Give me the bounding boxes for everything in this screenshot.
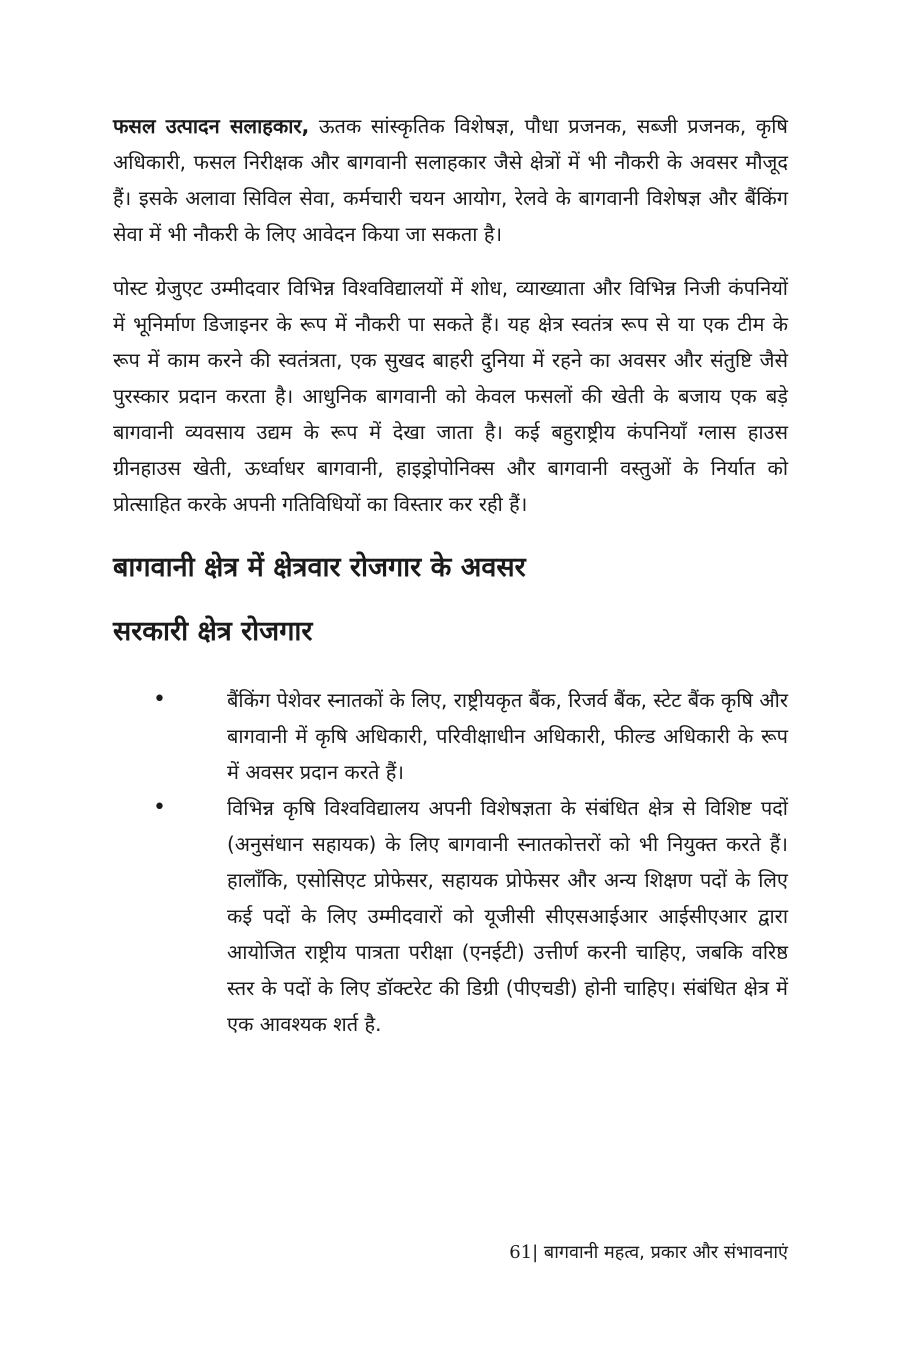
section-heading: बागवानी क्षेत्र में क्षेत्रवार रोजगार के अवसर [113,552,526,583]
footer-separator: | [532,1242,539,1263]
list-item-text: विभिन्न कृषि विश्वविद्यालय अपनी विशेषज्ञता के संबंधित क्षेत्र से विशिष्ट पदों (अनुसंधान सहायक) के लिए बागवानी स्नातकोत्तरों को भी नियुक्त करते हैं। हालाँकि, एसोसिएट प्रोफेसर, सहायक प्रोफेसर और अन्य शिक्षण पदों के लिए कई पदों के लिए उम्मीदवारों को यूजीसी सीएसआईआर आईसीएआर द्वारा आयोजित राष्ट्रीय पात्रता परीक्षा (एनईटी) उत्तीर्ण करनी चाहिए, जबकि वरिष्ठ स्तर के पदों के लिए डॉक्टरेट की डिग्री (पीएचडी) होनी चाहिए। संबंधित क्षेत्र में एक आवश्यक शर्त है. [227,796,788,1036]
list-item-text: बैंकिंग पेशेवर स्नातकों के लिए, राष्ट्रीयकृत बैंक, रिजर्व बैंक, स्टेट बैंक कृषि और बागवानी में कृषि अधिकारी, परिवीक्षाधीन अधिकारी, फील्ड अधिकारी के रूप में अवसर प्रदान करते हैं। [227,688,788,784]
paragraph-2: पोस्ट ग्रेजुएट उम्मीदवार विभिन्न विश्वविद्यालयों में शोध, व्याख्याता और विभिन्न निजी कंपनियों में भूनिर्माण डिजाइनर के रूप में नौकरी पा सकते हैं। यह क्षेत्र स्वतंत्र रूप से या एक टीम के रूप में काम करने की स्वतंत्रता, एक सुखद बाहरी दुनिया में रहने का अवसर और संतुष्टि जैसे पुरस्कार प्रदान करता है। आधुनिक बागवानी को केवल फसलों की खेती के बजाय एक बड़े बागवानी व्यवसाय उद्यम के रूप में देखा जाता है। कई बहुराष्ट्रीय कंपनियाँ ग्लास हाउस ग्रीनहाउस खेती, ऊर्ध्वाधर बागवानी, हाइड्रोपोनिक्स और बागवानी वस्तुओं के निर्यात को प्रोत्साहित करके अपनी गतिविधियों का विस्तार कर रही हैं। [113,276,788,516]
bullet-icon: • [153,687,166,712]
list-item [113,790,788,1042]
bullet-icon: • [153,795,166,820]
list-item [113,682,788,790]
book-title: बागवानी महत्व, प्रकार और संभावनाएं [538,1242,788,1263]
subsection-heading: सरकारी क्षेत्र रोजगार [113,616,313,647]
page-content [113,108,788,1042]
page-footer [509,1240,788,1266]
bullet-list [113,682,788,1042]
page-number: 61 [509,1242,533,1263]
paragraph-1-lead: फसल उत्पादन सलाहकार, [113,114,310,138]
paragraph-1-text: ऊतक सांस्कृतिक विशेषज्ञ, पौधा प्रजनक, सब्जी प्रजनक, कृषि अधिकारी, फसल निरीक्षक और बागवानी सलाहकार जैसे क्षेत्रों में भी नौकरी के अवसर मौजूद हैं। इसके अलावा सिविल सेवा, कर्मचारी चयन आयोग, रेलवे के बागवानी विशेषज्ञ और बैंकिंग सेवा में भी नौकरी के लिए आवेदन किया जा सकता है। [113,114,788,246]
paragraph-1 [113,108,788,252]
